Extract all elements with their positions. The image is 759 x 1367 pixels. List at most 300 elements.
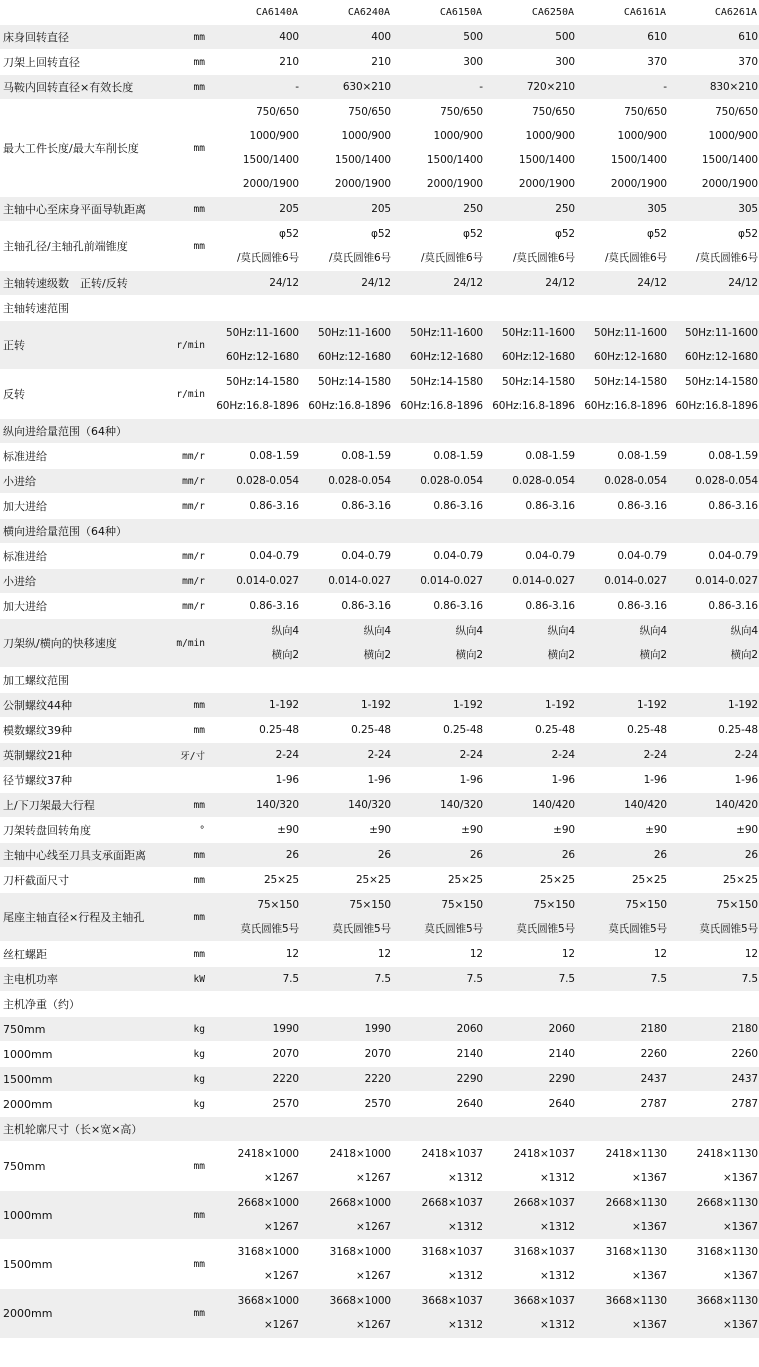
spec-value — [300, 967, 392, 992]
spec-unit — [170, 1117, 208, 1142]
spec-value — [484, 1092, 576, 1117]
spec-value-line: 纵向4 — [547, 625, 575, 637]
spec-value-line: 1-192 — [452, 699, 483, 711]
spec-value-line: 0.04-0.79 — [433, 550, 483, 562]
spec-row — [0, 1017, 759, 1042]
spec-value — [484, 1240, 576, 1289]
spec-value — [576, 743, 668, 768]
spec-value-line: ±90 — [461, 824, 483, 836]
spec-unit: kg — [170, 1017, 208, 1042]
spec-unit: mm — [170, 197, 208, 222]
spec-row — [0, 25, 759, 50]
spec-value — [208, 768, 300, 793]
spec-value — [300, 594, 392, 619]
spec-label: 2000mm — [0, 1092, 170, 1117]
spec-unit: 牙/寸 — [170, 743, 208, 768]
spec-value-line: 0.25-48 — [535, 724, 575, 736]
spec-value-line: 1000/900 — [708, 130, 758, 142]
spec-value — [392, 569, 484, 594]
spec-value-line: ×1312 — [447, 1270, 483, 1282]
spec-value — [484, 967, 576, 992]
spec-value-line: 莫氏圆锥5号 — [424, 923, 483, 935]
spec-value — [668, 569, 759, 594]
spec-value — [484, 743, 576, 768]
spec-value — [668, 818, 759, 843]
spec-value-line: 60Hz:16.8-1896 — [216, 400, 299, 412]
spec-value — [668, 1042, 759, 1067]
spec-row — [0, 668, 759, 693]
spec-value-line: 250 — [555, 203, 575, 215]
spec-value-line: 26 — [653, 849, 667, 861]
spec-value — [392, 100, 484, 197]
spec-value — [576, 1240, 668, 1289]
spec-value — [484, 1117, 576, 1142]
spec-value — [208, 100, 300, 197]
spec-value — [576, 197, 668, 222]
spec-value — [484, 1289, 576, 1338]
spec-label: 加工螺纹范围 — [0, 668, 170, 693]
spec-value-line: 0.86-3.16 — [708, 500, 758, 512]
spec-label: 模数螺纹39种 — [0, 718, 170, 743]
spec-value-line: 2418×1000 — [329, 1148, 391, 1160]
spec-value-line: 50Hz:11-1600 — [502, 327, 575, 339]
spec-value — [668, 544, 759, 569]
spec-row — [0, 197, 759, 222]
spec-value-line: ×1312 — [447, 1319, 483, 1332]
spec-value — [668, 619, 759, 668]
spec-value — [392, 768, 484, 793]
spec-unit: mm — [170, 893, 208, 942]
spec-value — [668, 868, 759, 893]
spec-label: 公制螺纹44种 — [0, 693, 170, 718]
spec-value — [484, 100, 576, 197]
spec-value-line: 0.014-0.027 — [604, 575, 667, 587]
spec-unit: mm/r — [170, 594, 208, 619]
spec-value — [300, 1117, 392, 1142]
spec-value-line: ×1267 — [355, 1270, 391, 1282]
spec-unit: mm — [170, 100, 208, 197]
spec-unit: mm — [170, 843, 208, 868]
spec-value — [392, 197, 484, 222]
spec-label: 刀架上回转直径 — [0, 50, 170, 75]
spec-value-line: 0.08-1.59 — [433, 450, 483, 462]
spec-value-line: 1-96 — [459, 774, 483, 786]
spec-value-line: 25×25 — [539, 874, 575, 886]
spec-value-line: 纵向4 — [271, 625, 299, 637]
spec-value — [576, 942, 668, 967]
spec-value-line: 3168×1000 — [329, 1246, 391, 1258]
spec-value-line: 140/420 — [532, 799, 575, 811]
header-parameter — [0, 0, 170, 25]
spec-value — [392, 893, 484, 942]
spec-label: 主电机功率 — [0, 967, 170, 992]
spec-label: 1000mm — [0, 1191, 170, 1240]
spec-label: 径节螺纹37种 — [0, 768, 170, 793]
spec-value-line: 140/320 — [440, 799, 483, 811]
spec-value-line: 纵向4 — [639, 625, 667, 637]
spec-label: 2000mm — [0, 1289, 170, 1338]
spec-value-line: 7.5 — [466, 973, 483, 985]
spec-value-line: 0.86-3.16 — [433, 600, 483, 612]
spec-value-line: 3168×1130 — [696, 1246, 758, 1258]
spec-value — [668, 942, 759, 967]
spec-value-line: 75×150 — [349, 899, 391, 911]
spec-value — [668, 793, 759, 818]
spec-value-line: 1500/1400 — [518, 154, 575, 166]
spec-value-line: ×1367 — [722, 1172, 758, 1184]
spec-value-line: 1000/900 — [433, 130, 483, 142]
spec-row — [0, 818, 759, 843]
spec-value — [208, 1191, 300, 1240]
spec-value — [576, 1042, 668, 1067]
spec-value-line: 400 — [279, 31, 299, 43]
spec-row — [0, 544, 759, 569]
spec-body — [0, 25, 759, 1338]
spec-value — [208, 494, 300, 519]
spec-value-line: ×1312 — [539, 1172, 575, 1184]
spec-row — [0, 296, 759, 321]
spec-value-line: 莫氏圆锥5号 — [332, 923, 391, 935]
spec-value-line: 7.5 — [282, 973, 299, 985]
spec-unit: kW — [170, 967, 208, 992]
spec-value-line: 莫氏圆锥5号 — [608, 923, 667, 935]
spec-value-line: 26 — [469, 849, 483, 861]
spec-value — [208, 1017, 300, 1042]
spec-value-line: 2418×1037 — [421, 1148, 483, 1160]
spec-value-line: 2787 — [640, 1098, 667, 1110]
spec-value-line: 140/320 — [348, 799, 391, 811]
spec-value — [576, 1142, 668, 1191]
spec-value — [208, 668, 300, 693]
spec-value — [208, 469, 300, 494]
spec-label: 反转 — [0, 370, 170, 419]
spec-value-line: ×1367 — [631, 1319, 667, 1332]
spec-value — [392, 1067, 484, 1092]
spec-value — [208, 50, 300, 75]
spec-value-line: ×1312 — [539, 1270, 575, 1282]
header-model: CA6161A — [576, 0, 668, 25]
spec-unit: r/min — [170, 321, 208, 370]
spec-unit — [170, 768, 208, 793]
spec-value — [208, 718, 300, 743]
spec-value — [392, 743, 484, 768]
spec-value-line: 0.028-0.054 — [604, 475, 667, 487]
spec-value-line: 1-192 — [360, 699, 391, 711]
spec-value — [668, 718, 759, 743]
spec-value — [208, 893, 300, 942]
spec-value — [484, 793, 576, 818]
spec-value — [484, 1142, 576, 1191]
spec-value-line: ×1267 — [263, 1221, 299, 1233]
spec-value — [576, 419, 668, 444]
spec-value-line: 0.86-3.16 — [525, 600, 575, 612]
spec-value-line: ×1312 — [539, 1221, 575, 1233]
spec-value — [300, 768, 392, 793]
spec-value-line: 2000/1900 — [701, 178, 758, 190]
spec-value-line: 0.86-3.16 — [433, 500, 483, 512]
spec-value-line: 75×150 — [257, 899, 299, 911]
spec-value-line: 1000/900 — [249, 130, 299, 142]
spec-value-line: ×1312 — [447, 1221, 483, 1233]
spec-value-line: ×1367 — [631, 1221, 667, 1233]
spec-unit: mm — [170, 942, 208, 967]
spec-label: 1500mm — [0, 1240, 170, 1289]
spec-value-line: 2418×1130 — [696, 1148, 758, 1160]
spec-value-line: 2418×1130 — [605, 1148, 667, 1160]
spec-unit: mm/r — [170, 569, 208, 594]
spec-value — [668, 1092, 759, 1117]
spec-label: 刀架纵/横向的快移速度 — [0, 619, 170, 668]
spec-value — [208, 793, 300, 818]
spec-value-line: 2668×1000 — [329, 1197, 391, 1209]
spec-value-line: 纵向4 — [455, 625, 483, 637]
spec-value-line: 26 — [285, 849, 299, 861]
spec-value — [668, 1142, 759, 1191]
spec-value — [484, 544, 576, 569]
spec-value — [576, 1092, 668, 1117]
spec-value — [208, 1240, 300, 1289]
spec-value-line: 1000/900 — [525, 130, 575, 142]
spec-unit: m/min — [170, 619, 208, 668]
spec-value-line: 830×210 — [709, 81, 758, 93]
spec-value — [484, 668, 576, 693]
spec-label: 刀杆截面尺寸 — [0, 868, 170, 893]
spec-value — [208, 843, 300, 868]
spec-value-line: 26 — [744, 849, 758, 861]
spec-label: 加大进给 — [0, 594, 170, 619]
spec-value-line: 2570 — [272, 1098, 299, 1110]
spec-value — [576, 793, 668, 818]
spec-value-line: 2-24 — [734, 749, 758, 761]
spec-value-line: 140/420 — [624, 799, 667, 811]
spec-value-line: 0.04-0.79 — [708, 550, 758, 562]
spec-row — [0, 793, 759, 818]
spec-value — [208, 1142, 300, 1191]
spec-value-line: 3168×1037 — [421, 1246, 483, 1258]
spec-value — [208, 419, 300, 444]
spec-value-line: 750/650 — [715, 106, 758, 118]
spec-value — [668, 370, 759, 419]
spec-value — [576, 1067, 668, 1092]
spec-value — [392, 967, 484, 992]
spec-value-line: 1-192 — [636, 699, 667, 711]
spec-row — [0, 893, 759, 942]
spec-value — [392, 868, 484, 893]
spec-value-line: 26 — [561, 849, 575, 861]
spec-unit — [170, 519, 208, 544]
spec-row — [0, 222, 759, 271]
spec-value-line: 25×25 — [722, 874, 758, 886]
header-model: CA6261A — [668, 0, 759, 25]
spec-row — [0, 1092, 759, 1117]
spec-value-line: ±90 — [645, 824, 667, 836]
spec-row — [0, 743, 759, 768]
spec-value — [668, 444, 759, 469]
spec-value-line: 横向2 — [639, 649, 667, 661]
spec-value-line: ×1367 — [631, 1172, 667, 1184]
spec-value — [668, 1289, 759, 1338]
spec-label: 主轴转速级数 正转/反转 — [0, 271, 170, 296]
spec-value — [208, 1067, 300, 1092]
spec-row — [0, 843, 759, 868]
spec-value — [668, 594, 759, 619]
spec-value — [668, 1067, 759, 1092]
spec-value — [208, 868, 300, 893]
spec-value-line: 2-24 — [367, 749, 391, 761]
spec-value-line: 2668×1037 — [513, 1197, 575, 1209]
spec-value — [208, 222, 300, 271]
spec-value — [300, 868, 392, 893]
spec-value — [484, 594, 576, 619]
spec-label: 最大工件长度/最大车削长度 — [0, 100, 170, 197]
spec-unit: mm — [170, 718, 208, 743]
spec-value-line: 0.25-48 — [718, 724, 758, 736]
spec-value-line: ×1267 — [355, 1221, 391, 1233]
spec-value-line: ×1367 — [722, 1270, 758, 1282]
spec-value — [576, 469, 668, 494]
spec-value-line: 60Hz:12-1680 — [685, 351, 758, 363]
spec-value — [576, 718, 668, 743]
spec-value-line: 0.04-0.79 — [617, 550, 667, 562]
spec-label: 1500mm — [0, 1067, 170, 1092]
spec-value-line: 横向2 — [455, 649, 483, 661]
spec-label: 丝杠螺距 — [0, 942, 170, 967]
spec-value — [484, 469, 576, 494]
spec-value-line: 26 — [377, 849, 391, 861]
spec-label: 上/下刀架最大行程 — [0, 793, 170, 818]
spec-value-line: 7.5 — [650, 973, 667, 985]
spec-row — [0, 569, 759, 594]
spec-value-line: 610 — [647, 31, 667, 43]
spec-value — [208, 75, 300, 100]
spec-unit: mm — [170, 25, 208, 50]
spec-value-line: 2668×1037 — [421, 1197, 483, 1209]
spec-value — [576, 1191, 668, 1240]
spec-value-line: 2180 — [640, 1023, 667, 1035]
spec-value — [576, 1117, 668, 1142]
spec-value — [484, 868, 576, 893]
spec-value-line: 0.014-0.027 — [512, 575, 575, 587]
spec-value — [576, 519, 668, 544]
spec-value-line: 630×210 — [342, 81, 391, 93]
spec-value — [392, 594, 484, 619]
spec-value-line: 24/12 — [545, 277, 575, 289]
spec-row — [0, 868, 759, 893]
spec-value — [484, 893, 576, 942]
spec-value-line: 2668×1130 — [605, 1197, 667, 1209]
spec-value-line: 2668×1000 — [237, 1197, 299, 1209]
spec-value-line: 2-24 — [275, 749, 299, 761]
spec-value-line: 1500/1400 — [701, 154, 758, 166]
spec-value — [392, 818, 484, 843]
spec-unit: kg — [170, 1092, 208, 1117]
spec-value — [668, 843, 759, 868]
spec-value-line: 7.5 — [374, 973, 391, 985]
spec-value-line: 12 — [561, 948, 575, 960]
spec-value-line: 2140 — [456, 1048, 483, 1060]
spec-value-line: φ52 — [371, 228, 391, 240]
spec-value-line: 0.25-48 — [259, 724, 299, 736]
spec-value — [576, 893, 668, 942]
spec-value — [392, 793, 484, 818]
spec-value-line: 210 — [371, 56, 391, 68]
spec-unit — [170, 296, 208, 321]
spec-value-line: 1000/900 — [341, 130, 391, 142]
spec-value-line: 0.028-0.054 — [512, 475, 575, 487]
spec-value-line: 0.014-0.027 — [328, 575, 391, 587]
spec-value — [668, 668, 759, 693]
spec-value — [300, 893, 392, 942]
spec-value-line: 2437 — [640, 1073, 667, 1085]
spec-value-line: ×1312 — [539, 1319, 575, 1332]
spec-row — [0, 992, 759, 1017]
spec-value-line: 370 — [647, 56, 667, 68]
spec-unit — [170, 668, 208, 693]
spec-value-line: 50Hz:11-1600 — [410, 327, 483, 339]
spec-value — [484, 843, 576, 868]
spec-row — [0, 1042, 759, 1067]
spec-row — [0, 370, 759, 419]
spec-value — [300, 544, 392, 569]
spec-value-line: 2668×1130 — [696, 1197, 758, 1209]
spec-unit: mm — [170, 693, 208, 718]
spec-row — [0, 75, 759, 100]
spec-value — [668, 222, 759, 271]
spec-value — [392, 1191, 484, 1240]
spec-value-line: ×1367 — [722, 1319, 758, 1332]
spec-value — [576, 370, 668, 419]
spec-value-line: - — [295, 81, 299, 93]
spec-value — [484, 569, 576, 594]
spec-value-line: 横向2 — [730, 649, 758, 661]
spec-value-line: 370 — [738, 56, 758, 68]
spec-value — [668, 75, 759, 100]
spec-value-line: 0.08-1.59 — [617, 450, 667, 462]
spec-value-line: 2180 — [731, 1023, 758, 1035]
spec-value — [300, 793, 392, 818]
spec-unit: mm — [170, 1191, 208, 1240]
spec-value — [300, 519, 392, 544]
spec-value — [208, 544, 300, 569]
spec-value-line: 1990 — [272, 1023, 299, 1035]
spec-value — [392, 296, 484, 321]
spec-value — [300, 25, 392, 50]
spec-value — [300, 419, 392, 444]
spec-value-line: 140/420 — [715, 799, 758, 811]
spec-value-line: 50Hz:11-1600 — [318, 327, 391, 339]
spec-row — [0, 1289, 759, 1338]
spec-label: 主轴转速范围 — [0, 296, 170, 321]
spec-value — [392, 519, 484, 544]
spec-value — [576, 967, 668, 992]
spec-value-line: 2000/1900 — [426, 178, 483, 190]
spec-value — [576, 668, 668, 693]
spec-value — [392, 619, 484, 668]
spec-value-line: 720×210 — [526, 81, 575, 93]
spec-value-line: 0.028-0.054 — [420, 475, 483, 487]
spec-row — [0, 321, 759, 370]
spec-value — [576, 25, 668, 50]
spec-value-line: 0.86-3.16 — [249, 500, 299, 512]
spec-value — [300, 1017, 392, 1042]
spec-label: 英制螺纹21种 — [0, 743, 170, 768]
spec-value — [668, 419, 759, 444]
spec-value — [576, 868, 668, 893]
spec-value — [300, 222, 392, 271]
spec-value-line: 1990 — [364, 1023, 391, 1035]
spec-value-line: 1-192 — [544, 699, 575, 711]
spec-value — [484, 1067, 576, 1092]
